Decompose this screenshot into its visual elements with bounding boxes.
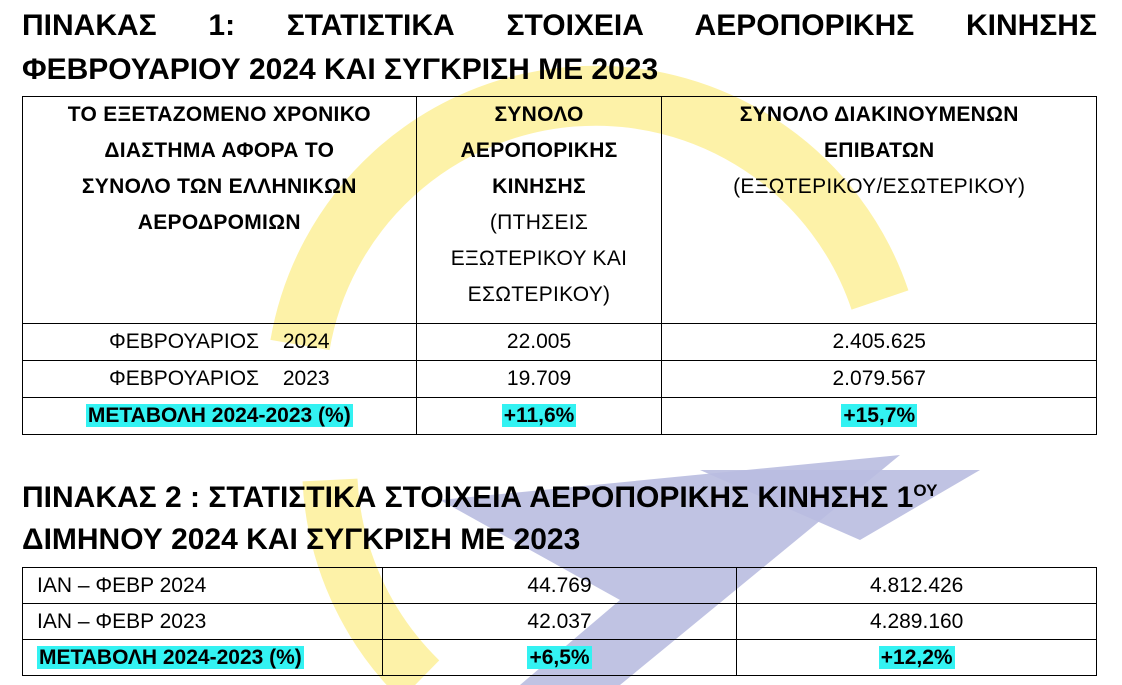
title-word: ΣΤΑΤΙΣΤΙΚΑ [286, 9, 455, 42]
header-passengers [662, 97, 1097, 324]
change-flights: +11,6% [503, 404, 575, 427]
title-word: ΣΤΟΙΧΕΙΑ [506, 9, 644, 42]
cell-flights: 44.769 [382, 568, 737, 604]
header-traffic [416, 97, 662, 324]
table1-title [22, 6, 1097, 46]
cell-flights: 22.005 [416, 324, 662, 361]
change-label: ΜΕΤΑΒΟΛΗ 2024-2023 (%) [87, 404, 351, 427]
header-line: ΣΥΝΟΛΟ ΤΩΝ ΕΛΛΗΝΙΚΩΝ [81, 175, 357, 198]
title-word: 1: [208, 9, 236, 42]
cell-passengers: 4.289.160 [737, 604, 1097, 640]
table-row [23, 604, 1097, 640]
header-period [23, 97, 417, 324]
change-passengers: +12,2% [880, 646, 953, 669]
title-word: ΠΙΝΑΚΑΣ [22, 9, 157, 42]
header-line: ΔΙΑΣΤΗΜΑ ΑΦΟΡΑ ΤΟ [104, 139, 335, 162]
header-line: ΤΟ ΕΞΕΤΑΖΟΜΕΝΟ ΧΡΟΝΙΚΟ [67, 103, 371, 126]
table-row [23, 568, 1097, 604]
header-line: ΣΥΝΟΛΟ [494, 103, 584, 126]
table-row [23, 324, 1097, 361]
cell-change-flights [416, 398, 662, 435]
table2-title-line2: ΔΙΜΗΝΟΥ 2024 ΚΑΙ ΣΥΓΚΡΙΣΗ ΜΕ 2023 [22, 523, 581, 556]
title-word: ΚΙΝΗΣΗΣ [965, 9, 1097, 42]
table1 [22, 96, 1097, 435]
cell-flights: 42.037 [382, 604, 737, 640]
change-flights: +6,5% [529, 646, 590, 669]
cell-passengers: 2.079.567 [662, 361, 1097, 398]
table-row [23, 361, 1097, 398]
header-line: ΑΕΡΟΠΟΡΙΚΗΣ [460, 139, 618, 162]
change-label: ΜΕΤΑΒΟΛΗ 2024-2023 (%) [39, 646, 302, 669]
header-line: (ΕΞΩΤΕΡΙΚΟΥ/ΕΣΩΤΕΡΙΚΟΥ) [733, 175, 1026, 198]
header-line: ΕΣΩΤΕΡΙΚΟΥ) [467, 283, 611, 306]
cell-change-passengers [737, 640, 1097, 676]
header-line: ΕΠΙΒΑΤΩΝ [823, 139, 935, 162]
cell-change-flights [382, 640, 737, 676]
table2 [22, 567, 1097, 676]
cell-period: ΙΑΝ – ΦΕΒΡ 2024 [23, 568, 383, 604]
table2-title [22, 478, 937, 518]
cell-flights: 19.709 [416, 361, 662, 398]
table1-title-line2: ΦΕΒΡΟΥΑΡΙΟΥ 2024 ΚΑΙ ΣΥΓΚΡΙΣΗ ΜΕ 2023 [22, 53, 659, 86]
cell-change-label [23, 398, 417, 435]
cell-period: ΦΕΒΡΟΥΑΡΙΟΣ 2024 [23, 324, 417, 361]
cell-change-passengers [662, 398, 1097, 435]
table-row-change [23, 398, 1097, 435]
header-line: ΣΥΝΟΛΟ ΔΙΑΚΙΝΟΥΜΕΝΩΝ [739, 103, 1019, 126]
cell-change-label [23, 640, 383, 676]
table1-header-row [23, 97, 1097, 324]
header-line: (ΠΤΗΣΕΙΣ [489, 211, 589, 234]
title-superscript: ΟΥ [913, 481, 938, 500]
cell-passengers: 2.405.625 [662, 324, 1097, 361]
table-row-change [23, 640, 1097, 676]
cell-period: ΦΕΒΡΟΥΑΡΙΟΣ 2023 [23, 361, 417, 398]
cell-passengers: 4.812.426 [737, 568, 1097, 604]
header-line: ΚΙΝΗΣΗΣ [492, 175, 586, 198]
title-word: ΑΕΡΟΠΟΡΙΚΗΣ [694, 9, 915, 42]
header-line: ΑΕΡΟΔΡΟΜΙΩΝ [137, 211, 301, 234]
title-text: ΠΙΝΑΚΑΣ 2 : ΣΤΑΤΙΣΤΙΚΑ ΣΤΟΙΧΕΙΑ ΑΕΡΟΠΟΡΙΚΗΣ ΚΙΝΗΣΗΣ 1 [22, 481, 914, 514]
change-passengers: +15,7% [843, 404, 916, 427]
cell-period: ΙΑΝ – ΦΕΒΡ 2023 [23, 604, 383, 640]
header-line: ΕΞΩΤΕΡΙΚΟΥ ΚΑΙ [450, 247, 628, 270]
